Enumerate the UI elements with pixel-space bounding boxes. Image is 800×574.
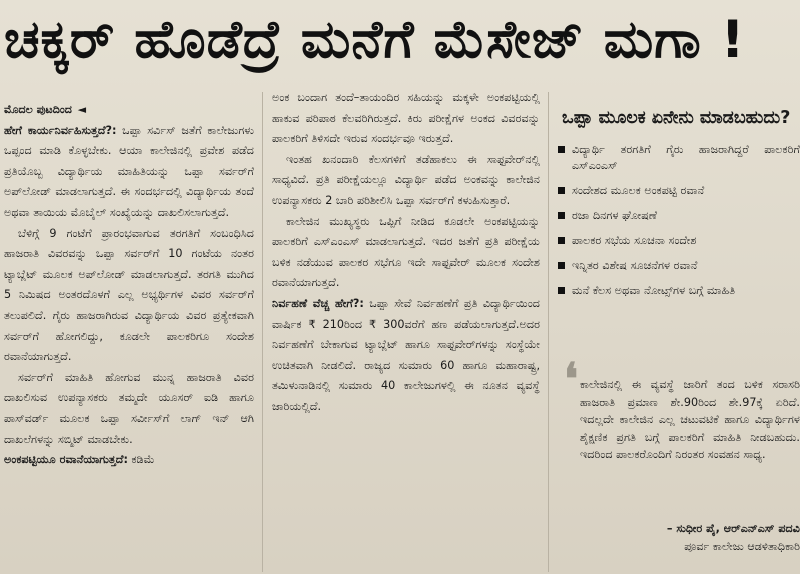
square-bullet-icon xyxy=(558,187,565,194)
sidebar-heading: ಒಪ್ಪಾ ಮೂಲಕ ಏನೇನು ಮಾಡಬಹುದು? xyxy=(562,108,791,128)
paragraph xyxy=(272,294,540,418)
square-bullet-icon xyxy=(558,237,565,244)
article-column-2 xyxy=(272,88,540,574)
list-item-text: ಮನೆ ಕೆಲಸ ಅಥವಾ ನೋಟ್ಸ್‌ಗಳ ಬಗ್ಗೆ ಮಾಹಿತಿ xyxy=(572,284,736,297)
article-column-1 xyxy=(4,100,254,574)
list-item xyxy=(556,183,800,199)
headline: ಚಕ್ಕರ್ ಹೊಡೆದ್ರೆ ಮನೆಗೆ ಮೆಸೇಜ್ ಮಗಾ ! xyxy=(4,10,746,70)
quote-mark-icon: ❛ xyxy=(564,354,579,405)
continued-label xyxy=(4,100,254,121)
list-item xyxy=(556,208,800,224)
column-divider xyxy=(548,92,549,572)
feature-list xyxy=(556,142,800,299)
list-item xyxy=(556,233,800,249)
attribution-name: – ಸುಧೀರ ಪೈ, ಆರ್‌ಎನ್‌ಎಸ್ ಪದವಿ xyxy=(666,522,800,535)
paragraph: ಬೆಳಿಗ್ಗೆ 9 ಗಂಟೆಗೆ ಪ್ರಾರಂಭವಾಗುವ ತರಗತಿಗೆ ಸಂಬಂಧಿಸಿದ ಹಾಜರಾತಿ ವಿವರವನ್ನು ಒಪ್ಪಾ ಸರ್ವರ್‌ಗೆ 10 ಗಂಟೆಯ ನಂತರ ಟ್ಯಾಬ್ಲೆಟ್ ಮೂಲಕ ಅಪ್‌ಲೋಡ್ ಮಾಡಲಾಗುತ್ತದೆ. ತರಗತಿ ಮುಗಿದ 5 ನಿಮಿಷದ ಅಂತರದೊಳಗೆ ಎಲ್ಲ ಅಭ್ಯರ್ಥಿಗಳ ವಿವರ ಸರ್ವರ್‌ಗೆ ತಲುಪಲಿದೆ. ಗೈರು ಹಾಜರಾಗಿರುವ ವಿದ್ಯಾರ್ಥಿಯ ವಿವರ ಪ್ರತ್ಯೇಕವಾಗಿ ಸರ್ವರ್‌ಗೆ ಹೋಗಲಿದ್ದು, ಕೂಡಲೇ ಪಾಲಕರಿಗೂ ಸಂದೇಶ ರವಾನೆಯಾಗುತ್ತದೆ. xyxy=(4,226,254,364)
arrow-left-icon: ◄ xyxy=(77,103,87,116)
paragraph-text: ಒಪ್ಪಾ ಸೇವೆ ನಿರ್ವಹಣೆಗೆ ಪ್ರತಿ ವಿದ್ಯಾರ್ಥಿಯಿಂದ ವಾರ್ಷಿಕ ₹ 210ರಿಂದ ₹ 300ವರೆಗೆ ಹಣ ಪಡೆಯಲಾಗುತ್ತದೆ.ಅದರ ನಿರ್ವಹಣೆಗೆ ಬೇಕಾಗುವ ಟ್ಯಾಬ್ಲೆಟ್ ಹಾಗೂ ಸಾಫ್ಟವೇರ್‌ಗಳನ್ನು ಸಂಸ್ಥೆಯೇ ಉಚಿತವಾಗಿ ನೀಡಲಿದೆ. ರಾಜ್ಯದ ಸುಮಾರು 60 ಹಾಗೂ ಮಹಾರಾಷ್ಟ್ರ, ತಮಿಳುನಾಡಿನಲ್ಲಿ ಸುಮಾರು 40 ಕಾಲೇಜುಗಳಲ್ಲಿ ಈ ನೂತನ ವ್ಯವಸ್ಥೆ ಜಾರಿಯಲ್ಲಿದೆ. xyxy=(272,296,540,413)
list-item-text: ಪಾಲಕರ ಸಭೆಯ ಸೂಚನಾ ಸಂದೇಶ xyxy=(572,234,697,247)
paragraph xyxy=(4,450,254,471)
square-bullet-icon xyxy=(558,287,565,294)
paragraph: ಇಂತಹ ಖನಂದಾರಿ ಕೆಲಸಗಳಿಗೆ ತಡೆಹಾಕಲು ಈ ಸಾಫ್ಟವೇರ್‌ನಲ್ಲಿ ಸಾಧ್ಯವಿದೆ. ಪ್ರತಿ ಪರೀಕ್ಷೆಯಲ್ಲೂ ವಿದ್ಯಾರ್ಥಿ ಪಡೆದ ಅಂಕವನ್ನು ಕಾಲೇಜಿನ ಉಪನ್ಯಾಸಕರು 2 ಬಾರಿ ಪರಿಶೀಲಿಸಿ ಒಪ್ಪಾ ಸರ್ವರ್‌ಗೆ ಕಳುಹಿಸುತ್ತಾರೆ. xyxy=(272,152,540,207)
list-item-text: ವಿದ್ಯಾರ್ಥಿ ತರಗತಿಗೆ ಗೈರು ಹಾಜರಾಗಿದ್ದರೆ ಪಾಲಕರಿಗೆ ಎಸ್‌ಎಂಎಸ್ xyxy=(572,143,800,172)
square-bullet-icon xyxy=(558,262,565,269)
square-bullet-icon xyxy=(558,146,565,153)
paragraph xyxy=(4,121,254,224)
subheading: ಹೇಗೆ ಕಾರ್ಯನಿರ್ವಹಿಸುತ್ತದೆ?: xyxy=(4,123,117,137)
list-item xyxy=(556,142,800,174)
subheading: ಅಂಕಪಟ್ಟಿಯೂ ರವಾನೆಯಾಗುತ್ತದೆ: xyxy=(4,453,128,467)
paragraph: ಅಂಕ ಬಂದಾಗ ತಂದೆ–ತಾಯಂದಿರ ಸಹಿಯನ್ನು ಮಕ್ಕಳೇ ಅಂಕಪಟ್ಟಿಯಲ್ಲಿ ಹಾಕುವ ಪರಿಪಾಠ ಕೆಲವರಿಗಿರುತ್ತದೆ. ಕಿರು ಪರೀಕ್ಷೆಗಳ ಅಂಕದ ವಿವರವನ್ನು ಪಾಲಕರಿಗೆ ತಿಳಿಸದೇ ಇರುವ ಸಂದರ್ಭವೂ ಇರುತ್ತದೆ. xyxy=(272,91,540,146)
paragraph-text: ಕಡಿಮೆ xyxy=(131,453,155,467)
continued-from-text: ಮೊದಲ ಪುಟದಿಂದ xyxy=(4,103,72,116)
sidebar-box xyxy=(556,100,800,574)
paragraph-text: ಒಪ್ಪಾ ಸರ್ವಿಸ್ ಜತೆಗೆ ಕಾಲೇಜುಗಳು ಒಪ್ಪಂದ ಮಾಡಿ ಕೊಳ್ಳಬೇಕು. ಆಯಾ ಕಾಲೇಜಿನಲ್ಲಿ ಪ್ರವೇಶ ಪಡೆದ ಪ್ರತಿಯೊಬ್ಬ ವಿದ್ಯಾರ್ಥಿಯ ಮಾಹಿತಿಯನ್ನು ಒಪ್ಪಾ ಸರ್ವರ್‌ಗೆ ಅಪ್‌ಲೋಡ್ ಮಾಡಲಾಗುತ್ತದೆ. ಈ ಸಂದರ್ಭದಲ್ಲಿ ವಿದ್ಯಾರ್ಥಿಯ ತಂದೆ ಅಥವಾ ತಾಯಿಯ ಮೊಬೈಲ್ ಸಂಖ್ಯೆಯನ್ನು ದಾಖಲಿಸಲಾಗುತ್ತದೆ. xyxy=(4,123,254,219)
list-item xyxy=(556,283,800,299)
paragraph: ಕಾಲೇಜಿನ ಮುಖ್ಯಸ್ಥರು ಒಪ್ಪಿಗೆ ನೀಡಿದ ಕೂಡಲೇ ಅಂಕಪಟ್ಟಿಯನ್ನು ಪಾಲಕರಿಗೆ ಎಸ್‌ಎಂಎಸ್ ಮಾಡಲಾಗುತ್ತದೆ. ಇದರ ಜತೆಗೆ ಪ್ರತಿ ಪರೀಕ್ಷೆಯ ಬಳಿಕ ನಡೆಯುವ ಪಾಲಕರ ಸಭೆಗೂ ಇದೇ ಸಾಫ್ಟವೇರ್ ಮೂಲಕ ಸಂದೇಶ ರವಾನೆಯಾಗುತ್ತದೆ. xyxy=(272,214,540,290)
square-bullet-icon xyxy=(558,212,565,219)
column-divider xyxy=(262,92,263,572)
attribution-title: ಪೂರ್ವ ಕಾಲೇಜು ಆಡಳಿತಾಧಿಕಾರಿ xyxy=(684,540,800,553)
list-item-text: ಸಂದೇಶದ ಮೂಲಕ ಅಂಕಪಟ್ಟಿ ರವಾನೆ xyxy=(572,184,705,197)
paragraph: ಸರ್ವರ್‌ಗೆ ಮಾಹಿತಿ ಹೋಗುವ ಮುನ್ನ ಹಾಜರಾತಿ ವಿವರ ದಾಖಲಿಸುವ ಉಪನ್ಯಾಸಕರು ತಮ್ಮದೇ ಯೂಸರ್ ಐಡಿ ಹಾಗೂ ಪಾಸ್‌ವರ್ಡ್ ಮೂಲಕ ಒಪ್ಪಾ ಸರ್ವೀಸ್‌ಗೆ ಲಾಗ್ ಇನ್ ಆಗಿ ದಾಖಲೆಗಳನ್ನು ಸಬ್ಮಿಟ್ ಮಾಡಬೇಕು. xyxy=(4,370,254,446)
subheading: ನಿರ್ವಹಣೆ ವೆಚ್ಚ ಹೇಗೆ?: xyxy=(272,296,364,310)
list-item-text: ಇನ್ನಿತರ ವಿಶೇಷ ಸೂಚನೆಗಳ ರವಾನೆ xyxy=(572,259,698,272)
pull-quote: ಕಾಲೇಜಿನಲ್ಲಿ ಈ ವ್ಯವಸ್ಥೆ ಜಾರಿಗೆ ತಂದ ಬಳಿಕ ಸರಾಸರಿ ಹಾಜರಾತಿ ಪ್ರಮಾಣ ಶೇ.90ರಿಂದ ಶೇ.97ಕ್ಕೆ ಏರಿದೆ. ಇದಲ್ಲದೇ ಕಾಲೇಜಿನ ಎಲ್ಲ ಚಟುವಟಿಕೆ ಹಾಗೂ ವಿದ್ಯಾರ್ಥಿಗಳ ಶೈಕ್ಷಣಿಕ ಪ್ರಗತಿ ಬಗ್ಗೆ ಪಾಲಕರಿಗೆ ಮಾಹಿತಿ ನೀಡಬಹುದು. ಇದರಿಂದ ಪಾಲಕರೊಂದಿಗೆ ನಿರಂತರ ಸಂವಹನ ಸಾಧ್ಯ. xyxy=(580,378,800,462)
list-item-text: ರಜಾ ದಿನಗಳ ಘೋಷಣೆ xyxy=(572,209,658,222)
list-item xyxy=(556,258,800,274)
quote-attribution xyxy=(596,520,800,556)
